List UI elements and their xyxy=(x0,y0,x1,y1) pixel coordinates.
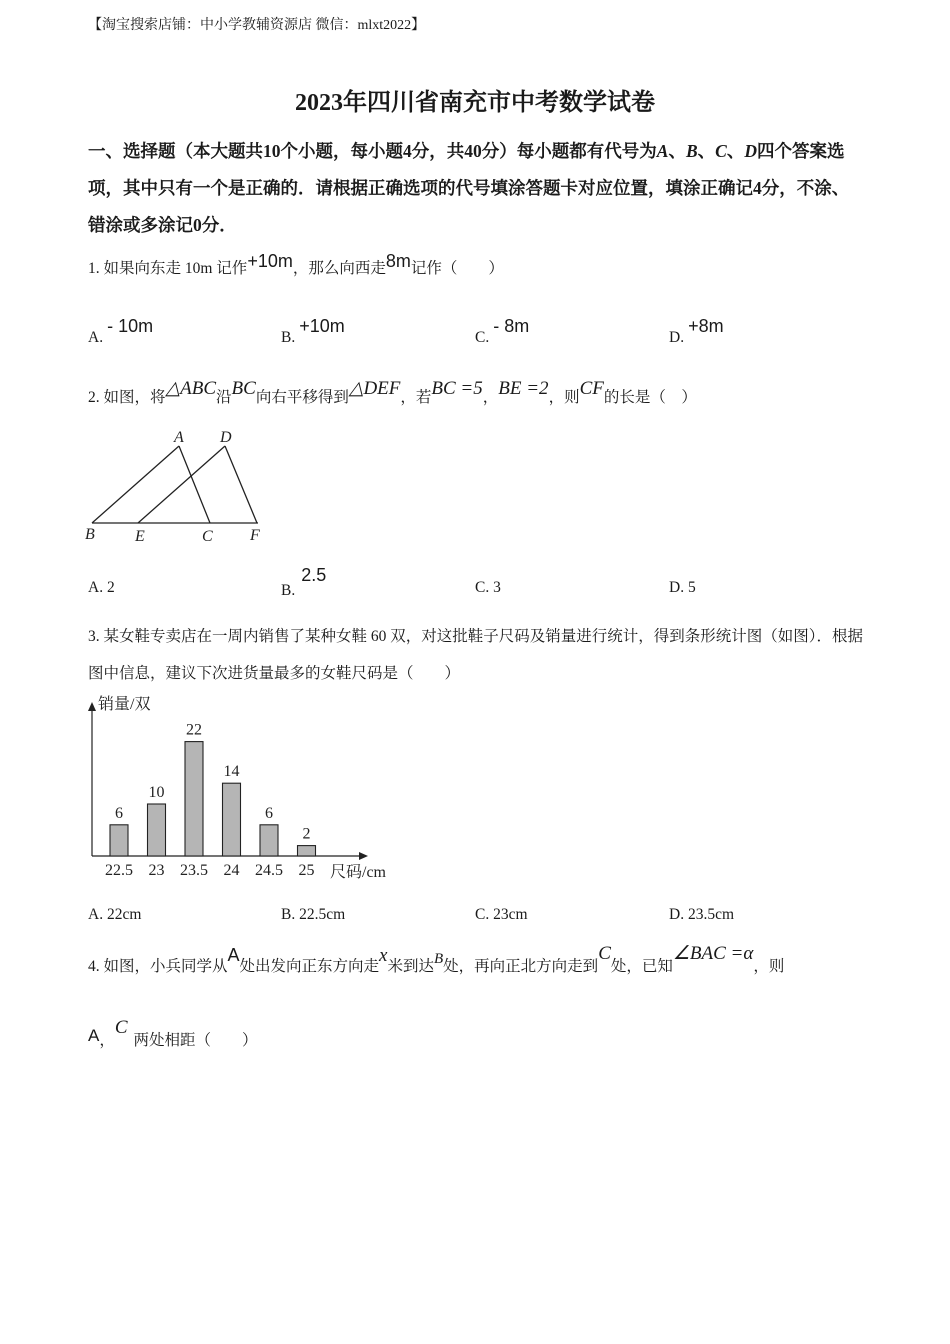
section-text: 一、选择题（本大题共 xyxy=(88,141,263,161)
option-label: C. xyxy=(475,329,490,346)
question-text: 1. 如果向东走 10m 记作 xyxy=(88,260,248,277)
math-expr: BC xyxy=(231,378,256,399)
math-expr: BE =2 xyxy=(498,378,549,399)
question-text: ，那么向西走 xyxy=(292,260,386,277)
option-value: +8m xyxy=(688,316,724,336)
y-axis-label: 销量/双 xyxy=(98,696,151,713)
option-label: B. xyxy=(281,582,296,599)
question-text: ，则 xyxy=(753,958,785,975)
chart-marks xyxy=(88,695,387,881)
vertex-label-e: E xyxy=(135,528,145,545)
section-text: 分． xyxy=(201,215,237,235)
section-text: 分）每小题都有代号为 xyxy=(481,141,657,161)
segment-ba xyxy=(92,446,179,523)
question-text: ，则 xyxy=(548,389,580,406)
option-label: B. xyxy=(281,329,296,346)
tick-label: 23 xyxy=(148,862,165,879)
question-3: 3. 某女鞋专卖店在一周内销售了某种女鞋 60 双，对这批鞋子尺码及销量进行统计，得到条形统计图（如图）．根据图中信息，建议下次进货量最多的女鞋尺码是（ ） xyxy=(88,628,864,682)
bar xyxy=(223,783,241,856)
q3-bar-chart xyxy=(80,690,410,885)
bar xyxy=(260,825,278,856)
question-text: ， xyxy=(99,1032,115,1049)
q3-option-a[interactable]: A. 22cm xyxy=(88,906,142,923)
y-axis-arrow xyxy=(88,702,96,711)
question-text: 的长是（ ） xyxy=(603,389,697,406)
option-label: D. 5 xyxy=(669,579,696,596)
math-expr: C xyxy=(114,1017,128,1038)
data-label: 22 xyxy=(186,721,202,739)
question-text: ， xyxy=(482,389,499,406)
option-value: - 8m xyxy=(493,316,530,336)
option-value: 2.5 xyxy=(301,565,327,585)
x-axis-label: 尺码/cm xyxy=(330,864,386,881)
data-label: 6 xyxy=(115,804,123,822)
bar xyxy=(185,742,203,856)
option-letter: D xyxy=(744,141,757,161)
option-label: A. 2 xyxy=(88,579,115,596)
tick-label: 25 xyxy=(298,862,315,879)
question-1 xyxy=(88,251,504,278)
question-4 xyxy=(88,943,785,977)
section-number: 4 xyxy=(403,141,412,161)
question-text: 米到达 xyxy=(387,958,434,975)
segment-df xyxy=(225,446,257,523)
option-letter: C xyxy=(715,141,727,161)
q1-option-a[interactable] xyxy=(88,316,154,347)
segment-ac xyxy=(179,446,210,523)
option-label: A. xyxy=(88,329,104,346)
math-expr: +10m xyxy=(247,251,293,271)
vertex-label-a: A xyxy=(174,429,184,446)
math-expr: BC =5 xyxy=(431,378,483,399)
separator: 、 xyxy=(726,141,745,161)
vertex-label-f: F xyxy=(250,527,260,544)
option-value: +10m xyxy=(299,316,345,336)
math-expr: △ABC xyxy=(165,378,217,399)
data-label: 2 xyxy=(302,825,311,843)
question-4-line2 xyxy=(88,1017,258,1051)
header-note: 【淘宝搜索店铺：中小学教辅资源店 微信：mlxt2022】 xyxy=(88,18,426,33)
separator: 、 xyxy=(697,141,716,161)
page-title: 2023年四川省南充市中考数学试卷 xyxy=(295,90,655,116)
bar xyxy=(298,846,316,856)
section-text: 个小题，每小题 xyxy=(280,141,403,161)
tick-label: 24.5 xyxy=(255,862,283,879)
math-expr: B xyxy=(434,951,444,967)
q1-option-c[interactable] xyxy=(475,316,530,347)
option-label: C. 3 xyxy=(475,579,501,596)
q1-option-d[interactable] xyxy=(669,316,724,347)
q2-option-d[interactable] xyxy=(669,579,696,597)
data-label: 6 xyxy=(265,804,273,822)
tick-label: 24 xyxy=(223,862,240,879)
question-text: 处，再向正北方向走到 xyxy=(443,958,599,975)
question-2 xyxy=(88,378,697,408)
math-expr: CF xyxy=(579,378,604,399)
x-axis-arrow xyxy=(359,852,368,860)
section-text: 分，不涂、错涂或多涂记 xyxy=(88,178,850,235)
option-value: - 10m xyxy=(107,316,154,336)
question-text: 2. 如图，将 xyxy=(88,389,166,406)
section-number: 10 xyxy=(263,141,281,161)
section-number: 4 xyxy=(753,178,762,198)
math-expr: A xyxy=(88,1026,100,1045)
tick-label: 22.5 xyxy=(105,862,133,879)
q1-option-b[interactable] xyxy=(281,316,345,347)
segment-ed xyxy=(138,446,225,523)
question-text: 4. 如图，小兵同学从 xyxy=(88,958,228,975)
q3-option-c[interactable]: C. 23cm xyxy=(475,906,528,923)
vertex-label-d: D xyxy=(220,429,232,446)
tick-label: 23.5 xyxy=(180,862,208,879)
option-letter: B xyxy=(685,141,698,161)
question-text: 处，已知 xyxy=(610,958,673,975)
math-expr: C xyxy=(598,943,611,964)
section-number: 40 xyxy=(464,141,482,161)
question-text: ，若 xyxy=(400,389,432,406)
question-text: 沿 xyxy=(216,389,232,406)
math-expr: 8m xyxy=(385,251,411,271)
vertex-label-c: C xyxy=(202,528,213,545)
section-number: 0 xyxy=(193,215,202,235)
math-expr: x xyxy=(379,945,388,966)
data-label: 14 xyxy=(223,763,240,781)
section-text: 四个答案选项，其中只有一个是正确的．请根据正确选项的代号填涂答题卡对应位置，填涂正确记 xyxy=(88,141,845,198)
q2-option-c[interactable] xyxy=(475,579,501,597)
q3-option-d[interactable]: D. 23.5cm xyxy=(669,906,735,923)
bar xyxy=(110,825,128,856)
math-expr: A xyxy=(227,945,240,965)
q2-option-b[interactable] xyxy=(281,565,327,600)
math-expr: ∠BAC =α xyxy=(672,943,754,964)
option-label: D. xyxy=(669,329,685,346)
math-expr: △DEF xyxy=(348,378,401,399)
vertex-label-b: B xyxy=(85,526,95,543)
bar xyxy=(148,804,166,856)
q2-triangle-figure xyxy=(80,422,280,550)
question-text: 两处相距（ ） xyxy=(133,1032,258,1049)
q2-option-a[interactable] xyxy=(88,579,115,597)
section-instructions xyxy=(88,133,863,244)
separator: 、 xyxy=(668,141,686,161)
section-text: 分，共 xyxy=(411,141,465,161)
option-letter: A xyxy=(656,141,669,161)
question-text: 记作（ ） xyxy=(410,260,504,277)
question-text: 向右平移得到 xyxy=(255,389,349,406)
data-label: 10 xyxy=(148,784,165,801)
q3-option-b[interactable]: B. 22.5cm xyxy=(281,906,346,923)
question-text: 处出发向正东方向走 xyxy=(239,958,380,975)
